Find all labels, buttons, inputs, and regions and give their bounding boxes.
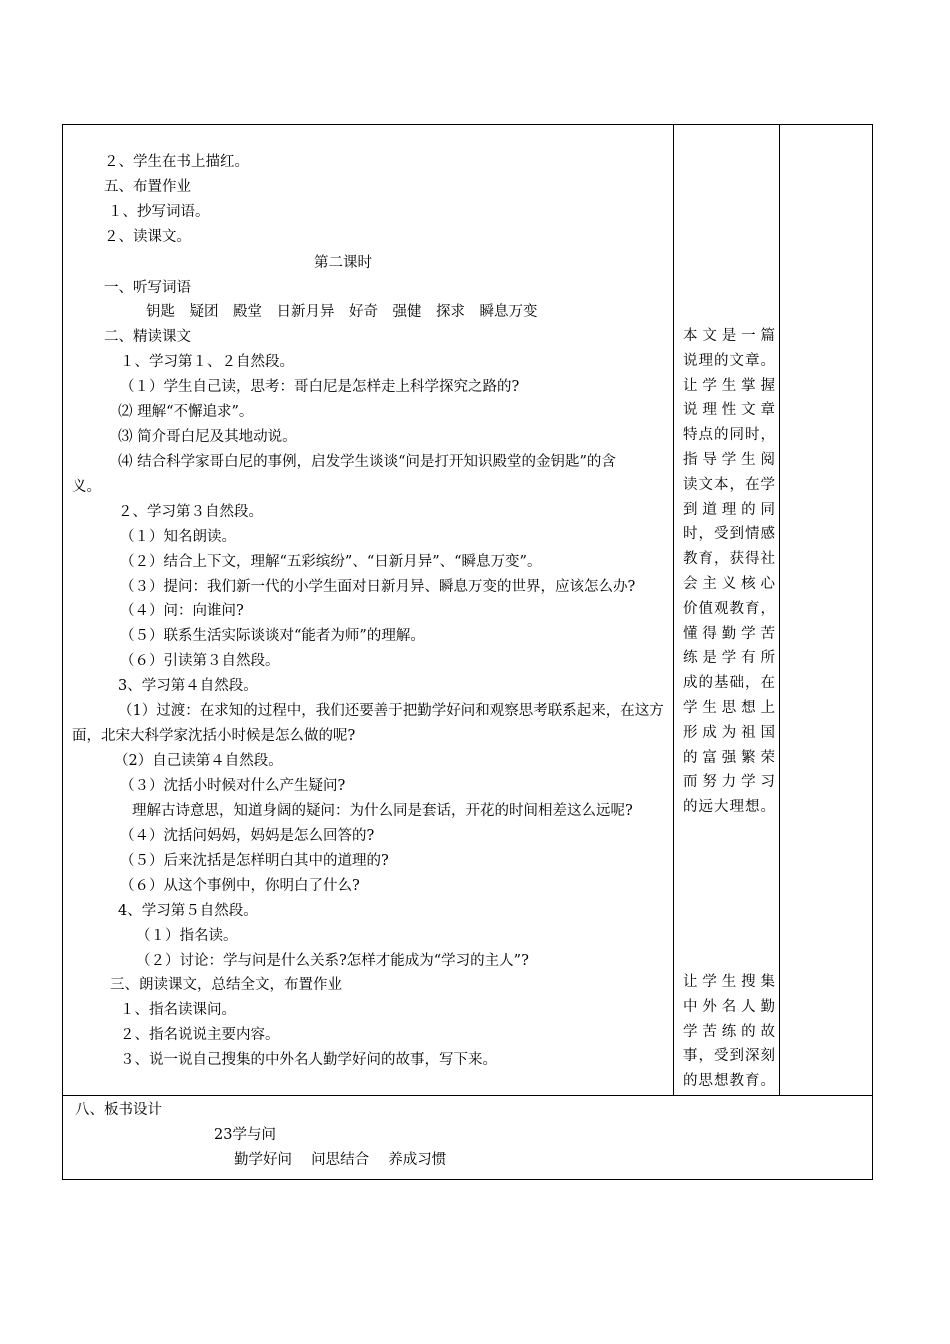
side-note-line: 会主义核心: [683, 575, 775, 592]
side-note-line: 的思想教育。: [683, 1073, 775, 1090]
side-note-line: 学苦练的故: [683, 1023, 775, 1040]
side-note-line: 读文本，在学: [683, 476, 775, 493]
text-line: 五、布置作业: [104, 179, 191, 195]
text-line: １、指名读课问。: [120, 1002, 236, 1018]
text-line: （６）从这个事例中，你明白了什么?: [120, 878, 360, 894]
text-line: ⑶ 简介哥白尼及其地动说。: [118, 429, 297, 445]
side-note-line: 学生思想上: [683, 699, 775, 716]
side-note-line: 让学生掌握: [683, 377, 775, 394]
row-divider: [62, 1095, 873, 1096]
board-content: 勤学好问 问思结合 养成习惯: [234, 1152, 447, 1168]
text-line: ３、说一说自己搜集的中外名人勤学好问的故事，写下来。: [120, 1052, 497, 1068]
side-note-line: 说理的文章。: [683, 352, 775, 369]
side-note-line: 时，受到情感: [683, 526, 775, 543]
text-line: 3、学习第４自然段。: [118, 678, 258, 694]
text-line: （1）过渡：在求知的过程中，我们还要善于把勤学好问和观察思考联系起来，在这方: [118, 703, 664, 719]
text-line: （１）指名读。: [136, 928, 238, 944]
side-note-2: [683, 970, 775, 1094]
text-line: ⑵ 理解“不懈追求”。: [118, 404, 254, 420]
text-line: 面，北宋大科学家沈括小时候是怎么做的呢?: [72, 728, 356, 744]
side-note-line: 形成为祖国: [683, 724, 775, 741]
text-line: （２）结合上下文，理解“五彩缤纷”、“日新月异”、“瞬息万变”。: [120, 554, 542, 570]
side-note-line: 的远大理想。: [683, 799, 775, 816]
side-note-line: 成的基础，在: [683, 675, 775, 692]
side-note-line: 指导学生阅: [683, 451, 775, 468]
board-heading: 八、板书设计: [75, 1102, 162, 1118]
text-line: （６）引读第３自然段。: [120, 653, 280, 669]
text-line: （１）知名朗读。: [120, 529, 236, 545]
text-line: （５）联系生活实际谈谈对“能者为师”的理解。: [120, 628, 425, 644]
text-line: （３）沈括小时候对什么产生疑问?: [120, 778, 346, 794]
text-line: ２、指名说说主要内容。: [120, 1027, 280, 1043]
column-divider-2: [779, 124, 780, 1095]
side-note-line: 说理性文章: [683, 402, 775, 419]
side-note-line: 价值观教育，: [683, 600, 775, 617]
side-note-line: 事，受到深刻: [683, 1048, 775, 1065]
text-line: 钥匙 疑团 殿堂 日新月异 好奇 强健 探求 瞬息万变: [146, 304, 538, 320]
text-line: 二、精读课文: [104, 329, 191, 345]
text-line: １、学习第１、２自然段。: [120, 354, 294, 370]
side-note-line: 懂得勤学苦: [683, 625, 775, 642]
side-note-line: 特点的同时，: [683, 427, 775, 444]
side-note-1: [683, 324, 775, 820]
text-line: ２、学习第３自然段。: [118, 504, 263, 520]
side-note-line: 练是学有所: [683, 650, 775, 667]
text-line: ⑷ 结合科学家哥白尼的事例，启发学生谈谈“问是打开知识殿堂的金钥匙”的含: [118, 454, 616, 470]
side-note-line: 本文是一篇: [683, 328, 775, 344]
text-line: 三、朗读课文，总结全文，布置作业: [110, 977, 342, 993]
text-line: 理解古诗意思，知道身阔的疑问：为什么同是套话，开花的时间相差这么远呢?: [132, 803, 633, 819]
text-line: （４）问：向谁问?: [120, 603, 244, 619]
side-note-line: 而努力学习: [683, 774, 775, 791]
text-line: 4、学习第５自然段。: [118, 903, 258, 919]
text-line: （2）自己读第４自然段。: [114, 753, 283, 769]
text-line: （５）后来沈括是怎样明白其中的道理的?: [120, 853, 389, 869]
side-note-line: 中外名人勤: [683, 998, 775, 1015]
board-title: 23学与问: [214, 1127, 276, 1143]
text-line: 第二课时: [314, 255, 372, 271]
side-note-line: 的富强繁荣: [683, 749, 775, 766]
side-note-line: 到道理的同: [683, 501, 775, 518]
side-note-line: 教育，获得社: [683, 551, 775, 568]
text-line: （２）讨论：学与问是什么关系?怎样才能成为“学习的主人”?: [136, 953, 529, 969]
text-line: （４）沈括问妈妈，妈妈是怎么回答的?: [120, 828, 375, 844]
text-line: （３）提问：我们新一代的小学生面对日新月异、瞬息万变的世界，应该怎么办?: [120, 579, 636, 595]
column-divider-1: [673, 124, 674, 1095]
text-line: （１）学生自己读，思考：哥白尼是怎样走上科学探究之路的?: [120, 379, 520, 395]
text-line: １、抄写词语。: [108, 204, 210, 220]
text-line: ２、学生在书上描红。: [104, 154, 249, 170]
text-line: 义。: [72, 479, 101, 495]
text-line: 一、听写词语: [104, 280, 191, 296]
text-line: ２、读课文。: [104, 229, 191, 245]
side-note-line: 让学生搜集: [683, 974, 775, 990]
